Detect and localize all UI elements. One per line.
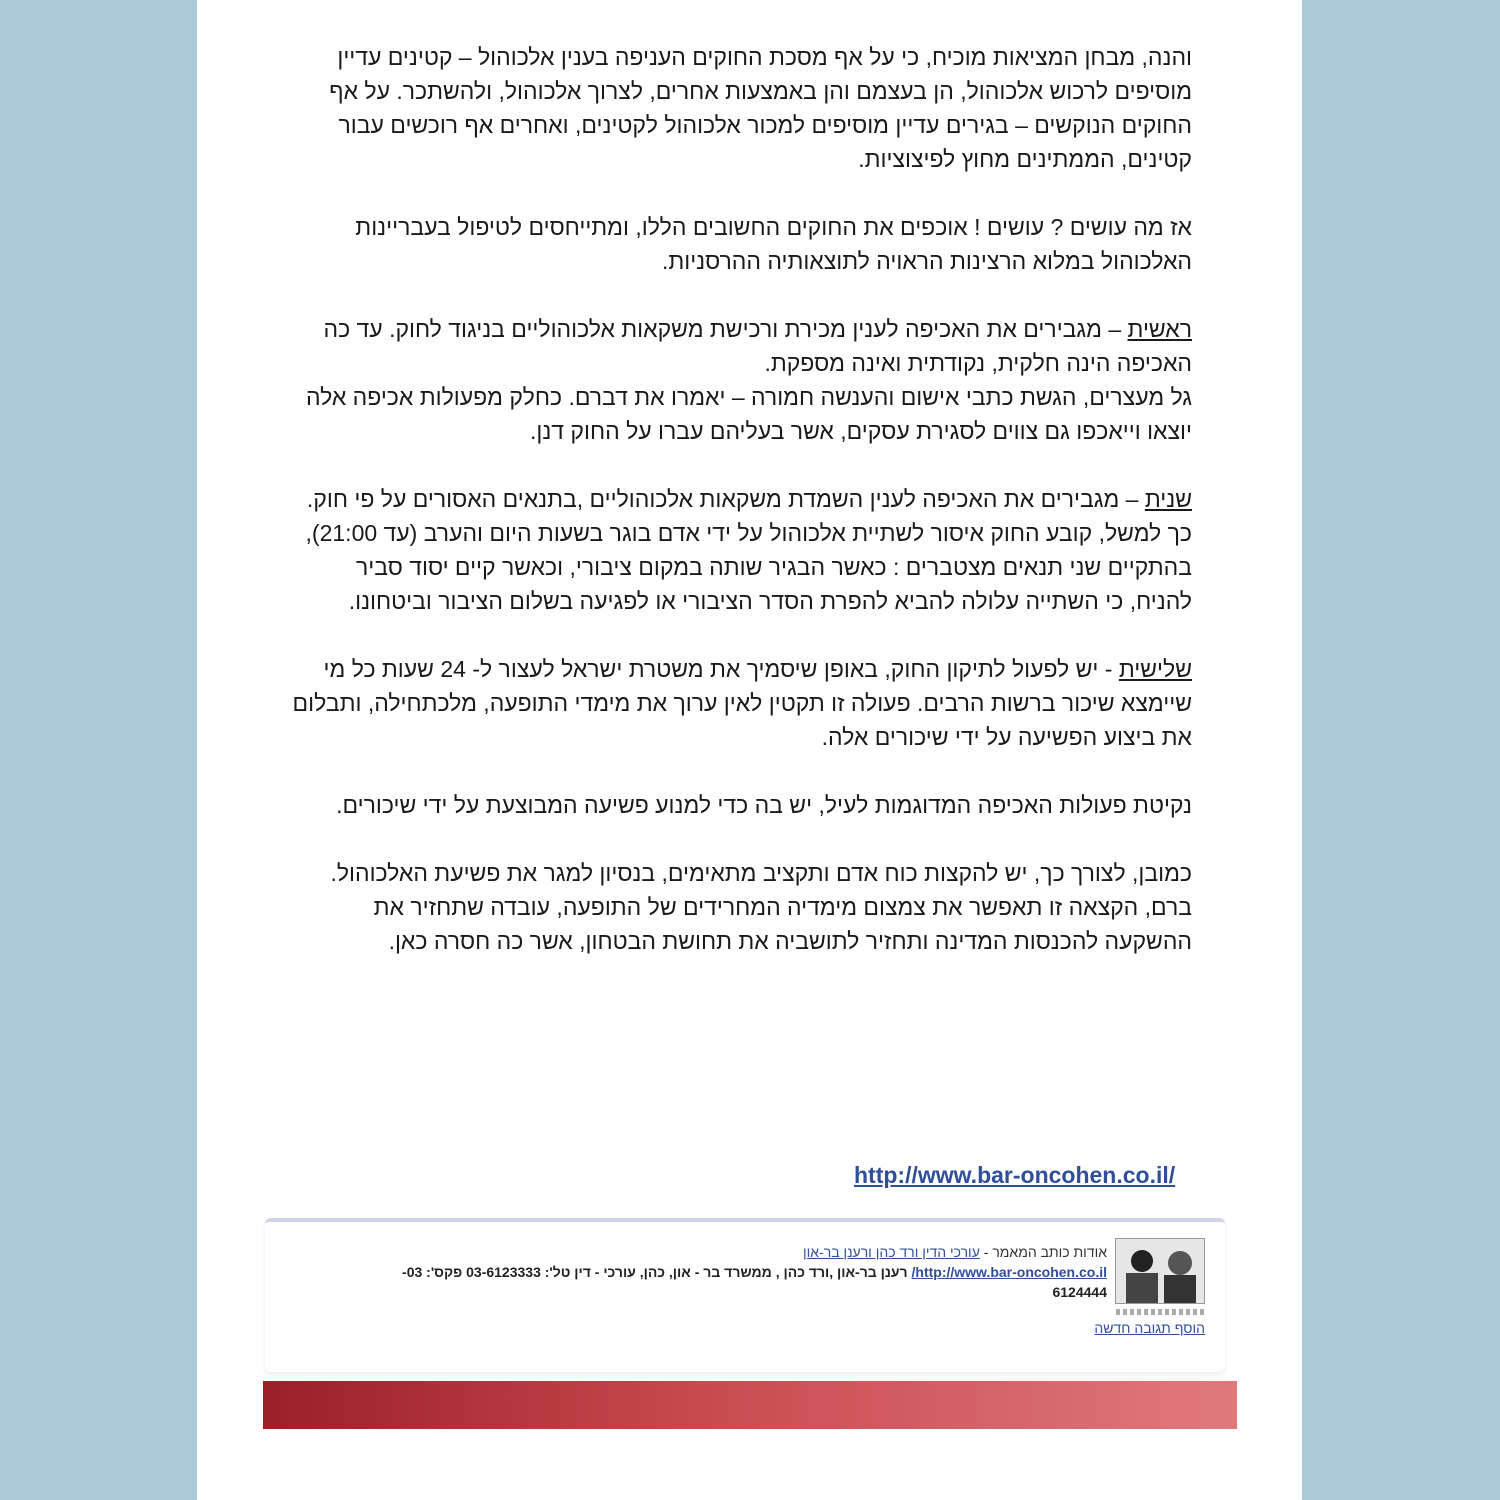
author-photo-icon: [1116, 1239, 1204, 1303]
article-body: [292, 40, 1192, 958]
paragraph-enforcement-summary: נקיטת פעולות האכיפה המדוגמות לעיל, יש בה כדי למנוע פשיעה המבוצעת על ידי שיכורים.: [336, 792, 1192, 818]
first-label: ראשית: [1127, 316, 1192, 342]
author-fax-line: 6124444: [1052, 1284, 1107, 1300]
paragraph-third: [292, 652, 1192, 754]
second-label: שנית: [1144, 486, 1192, 512]
document-page: [197, 0, 1302, 1500]
paragraph-budget: כמובן, לצורך כך, יש להקצות כוח אדם ותקציב מתאימים, בנסיון למגר את פשיעת האלכוהול. ברם, הקצאה זו תאפשר את צמצום מימדיה המחרידים של התופעה, עובדה שתחזיר את ההשקעה להכנסות המדינה ותחזיר לתושביה את תחושת הבטחון, אשר כה חסרה כאן.: [330, 860, 1192, 954]
second-text: – מגבירים את האכיפה לענין השמדת משקאות אלכוהוליים ,בתנאים האסורים על פי חוק. כך למשל, קובע החוק איסור לשתיית אלכוהול על ידי אדם בוגר בשעות היום והערב (עד 21:00), בהתקיים שני תנאים מצטברים : כאשר הבגיר שותה במקום ציבורי, וכאשר קיים יסוד סביר להניח, כי השתייה עלולה להביא להפרת הסדר הציבורי או לפגיעה בשלום הציבור וביטחונו.: [305, 486, 1192, 614]
author-contact-text: רענן בר-און ,ורד כהן , ממשרד בר - און, כהן, עורכי - דין טל': 03-6123333 פקס': 03-: [402, 1264, 912, 1280]
author-details: [307, 1242, 1107, 1302]
third-text: - יש לפעול לתיקון החוק, באופן שיסמיך את משטרת ישראל לעצור ל- 24 שעות כל מי שיימצא שיכור ברשות הרבים. פעולה זו תקטין לאין ערוך את מימדי התופעה, מלכתחילה, ותבלום את ביצוע הפשיעה על ידי שיכורים אלה.: [292, 656, 1192, 750]
author-names-link[interactable]: עורכי הדין ורד כהן ורענן בר-און: [803, 1244, 980, 1260]
paragraph-first: [292, 312, 1192, 380]
author-contact-line: [307, 1262, 1107, 1282]
first-text: – מגבירים את האכיפה לענין מכירת ורכישת משקאות אלכוהוליים בניגוד לחוק. עד כה האכיפה הינה חלקית, נקודתית ואינה מספקת.: [323, 316, 1192, 376]
author-url-link[interactable]: http://www.bar-oncohen.co.il/: [911, 1264, 1107, 1280]
paragraph-what-to-do: אז מה עושים ? עושים ! אוכפים את החוקים החשובים הללו, ומתייחסים לטיפול בעבריינות האלכוהול במלוא הרצינות הראויה לתוצאותיה ההרסניות.: [355, 214, 1192, 274]
author-photo: [1115, 1238, 1205, 1304]
footer-red-bar: [263, 1381, 1237, 1429]
about-author-label: אודות כותב המאמר: [992, 1244, 1107, 1260]
author-heading-line: [307, 1242, 1107, 1262]
add-comment-link[interactable]: הוסף תגובה חדשה: [1094, 1320, 1205, 1336]
site-url-link[interactable]: http://www.bar-oncohen.co.il/: [854, 1162, 1176, 1188]
third-label: שלישית: [1118, 656, 1192, 682]
paragraph-first-continued: גל מעצרים, הגשת כתבי אישום והענשה חמורה – יאמרו את דברם. כחלק מפעולות אכיפה אלה יוצאו וייאכפו גם צווים לסגירת עסקים, אשר בעליהם עברו על החוק דנן.: [306, 384, 1192, 444]
author-box: [265, 1218, 1225, 1372]
paragraph-second: [292, 482, 1192, 618]
paragraph-reality: והנה, מבחן המציאות מוכיח, כי על אף מסכת החוקים העניפה בענין אלכוהול – קטינים עדיין מוסיפים לרכוש אלכוהול, הן בעצמם והן באמצעות אחרים, לצרוך אלכוהול, ולהשתכר. על אף החוקים הנוקשים – בגירים עדיין מוסיפים למכור אלכוהול לקטינים, ואחרים אף רוכשים עבור קטינים, הממתינים מחוץ לפיצוציות.: [329, 44, 1192, 172]
about-dash: -: [979, 1244, 993, 1260]
